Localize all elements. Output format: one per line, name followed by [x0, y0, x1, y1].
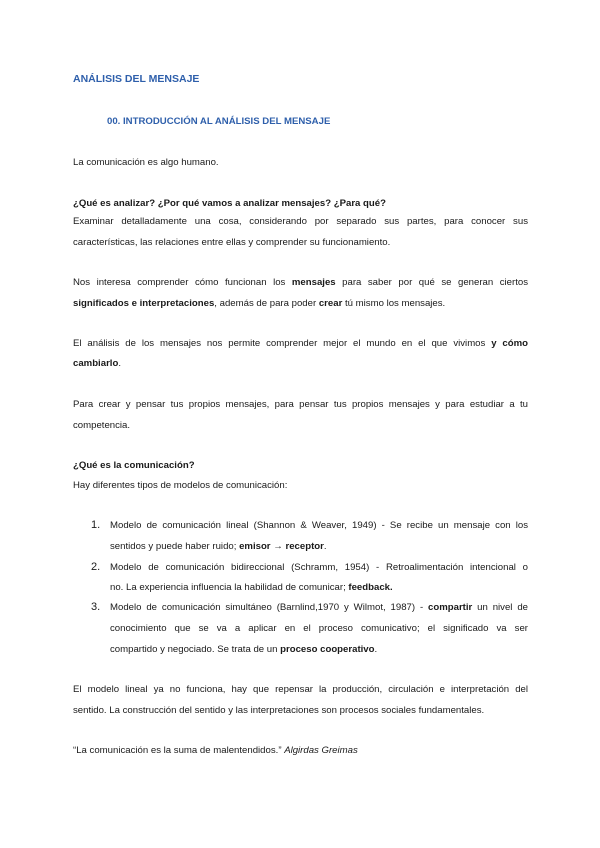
- paragraph-2-line-1: Nos interesa comprender cómo funcionan los mensajes para saber por qué se generan ciertos: [73, 277, 528, 288]
- question-analizar: ¿Qué es analizar? ¿Por qué vamos a analizar mensajes? ¿Para qué?: [73, 198, 386, 209]
- paragraph-5-line-2: sentido. La construcción del sentido y las interpretaciones son procesos sociales fundamentales.: [73, 705, 485, 716]
- list-item-3-line-2: conocimiento que se va a aplicar en el proceso comunicativo; el significado va ser: [110, 623, 528, 634]
- list-number-1: 1.: [91, 519, 101, 531]
- quote: “La comunicación es la suma de malentendidos.” Algirdas Greimas: [73, 745, 358, 756]
- paragraph-4-line-2: competencia.: [73, 420, 131, 431]
- quote-author: Algirdas Greimas: [284, 745, 358, 756]
- list-item-3-line-3: compartido y negociado. Se trata de un proceso cooperativo.: [110, 644, 378, 655]
- paragraph-1-line-2: características, las relaciones entre ellas y comprender su funcionamiento.: [73, 237, 391, 248]
- paragraph-3-line-1: El análisis de los mensajes nos permite comprender mejor el mundo en el que vivimos y cómo: [73, 338, 528, 349]
- paragraph-5-line-1: El modelo lineal ya no funciona, hay que repensar la producción, circulación e interpretación del: [73, 684, 528, 695]
- question-comunicacion: ¿Qué es la comunicación?: [73, 460, 195, 471]
- list-item-1-line-1: Modelo de comunicación lineal (Shannon & Weaver, 1949) - Se recibe un mensaje con los: [110, 520, 528, 531]
- list-item-3-line-1: Modelo de comunicación simultáneo (Barnlind,1970 y Wilmot, 1987) - compartir un nivel de: [110, 602, 528, 613]
- intro-paragraph: La comunicación es algo humano.: [73, 157, 219, 168]
- list-number-2: 2.: [91, 561, 101, 573]
- paragraph-1-line-1: Examinar detalladamente una cosa, considerando por separado sus partes, para conocer sus: [73, 216, 528, 227]
- list-item-2-line-2: no. La experiencia influencia la habilidad de comunicar; feedback.: [110, 582, 393, 593]
- paragraph-2-line-2: significados e interpretaciones, además de para poder crear tú mismo los mensajes.: [73, 298, 446, 309]
- list-number-3: 3.: [91, 601, 101, 613]
- document-title: ANÁLISIS DEL MENSAJE: [73, 73, 200, 85]
- section-heading: 00. INTRODUCCIÓN AL ANÁLISIS DEL MENSAJE: [107, 116, 331, 127]
- paragraph-3-line-2: cambiarlo.: [73, 358, 121, 369]
- paragraph-4-line-1: Para crear y pensar tus propios mensajes, para pensar tus propios mensajes y para estudiar a tu: [73, 399, 528, 410]
- list-item-1-line-2: sentidos y puede haber ruido; emisor → receptor.: [110, 541, 327, 552]
- models-intro: Hay diferentes tipos de modelos de comunicación:: [73, 480, 288, 491]
- list-item-2-line-1: Modelo de comunicación bidireccional (Schramm, 1954) - Retroalimentación intencional o: [110, 562, 528, 573]
